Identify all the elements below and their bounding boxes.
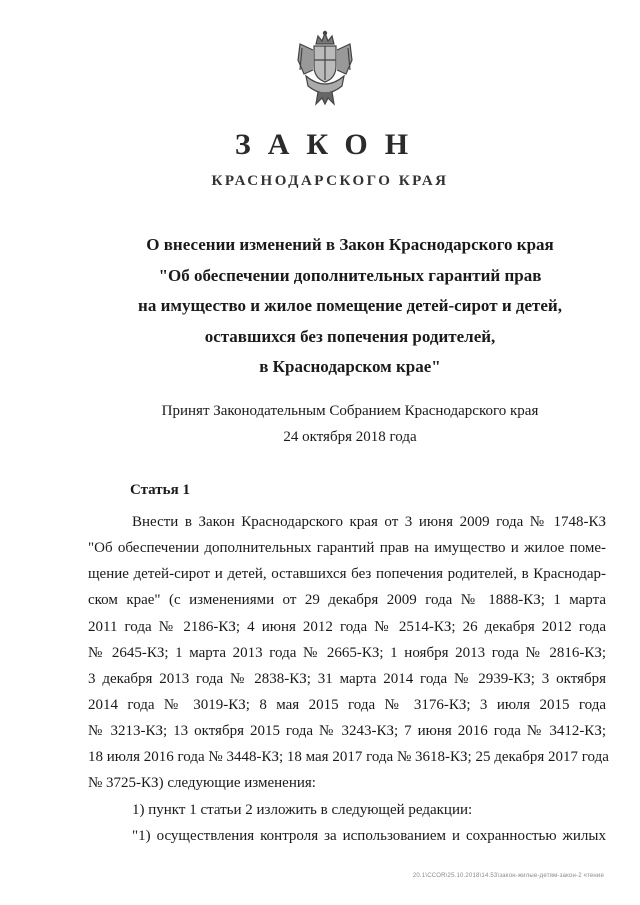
body-line: № 3213-КЗ; 13 октября 2015 года № 3243-КЗ; 7 июня 2016 года № 3412-КЗ; — [88, 723, 606, 740]
body-line: 1) пункт 1 статьи 2 изложить в следующей редакции: — [132, 801, 473, 818]
body-line: "Об обеспечении дополнительных гарантий прав на имущество и жилое поме- — [88, 540, 606, 557]
body-line: 3 декабря 2013 года № 2838-КЗ; 31 марта 2014 года № 2939-КЗ; 3 октября — [88, 670, 606, 687]
law-heading — [100, 230, 600, 383]
heading-line: на имущество и жилое помещение детей-сирот и детей, — [138, 296, 562, 315]
law-subtitle: КРАСНОДАРСКОГО КРАЯ — [211, 173, 449, 189]
adoption-date: 24 октября 2018 года — [283, 429, 417, 445]
coat-of-arms-icon — [294, 30, 356, 106]
body-line: Внести в Закон Краснодарского края от 3 июня 2009 года № 1748-КЗ — [132, 514, 606, 530]
article-title: Статья 1 — [130, 482, 190, 498]
body-line: "1) осуществления контроля за использованием и сохранностью жилых — [132, 827, 606, 844]
body-line: щение детей-сирот и детей, оставшихся без попечения родителей, в Краснодар- — [88, 566, 606, 583]
body-line: 2011 года № 2186-КЗ; 4 июня 2012 года № 2514-КЗ; 26 декабря 2012 года — [88, 618, 606, 635]
heading-line: О внесении изменений в Закон Краснодарского края — [146, 235, 554, 254]
article-body — [88, 509, 609, 849]
body-line: № 2645-КЗ; 1 марта 2013 года № 2665-КЗ; 1 ноября 2013 года № 2816-КЗ; — [88, 644, 606, 661]
body-line: ском крае" (с изменениями от 29 декабря 2009 года № 1888-КЗ; 1 марта — [88, 592, 606, 609]
body-line: 18 июля 2016 года № 3448-КЗ; 18 мая 2017 года № 3618-КЗ; 25 декабря 2017 года — [88, 749, 609, 766]
footer-file-code: 20.1\CCOR\25.10.2018\14.53\закон-жилые-детям-закон-2 чтение — [412, 873, 604, 879]
adoption-body: Принят Законодательным Собранием Краснодарского края — [161, 403, 539, 419]
body-line: № 3725-КЗ) следующие изменения: — [88, 775, 316, 792]
adoption-note — [100, 398, 600, 450]
heading-line: оставшихся без попечения родителей, — [204, 326, 496, 346]
law-title: ЗАКОН — [234, 128, 426, 161]
body-line: 2014 года № 3019-КЗ; 8 мая 2015 года № 3176-КЗ; 3 июля 2015 года — [88, 696, 606, 713]
heading-line: "Об обеспечении дополнительных гарантий прав — [158, 265, 542, 285]
heading-line: в Краснодарском крае" — [259, 357, 441, 376]
